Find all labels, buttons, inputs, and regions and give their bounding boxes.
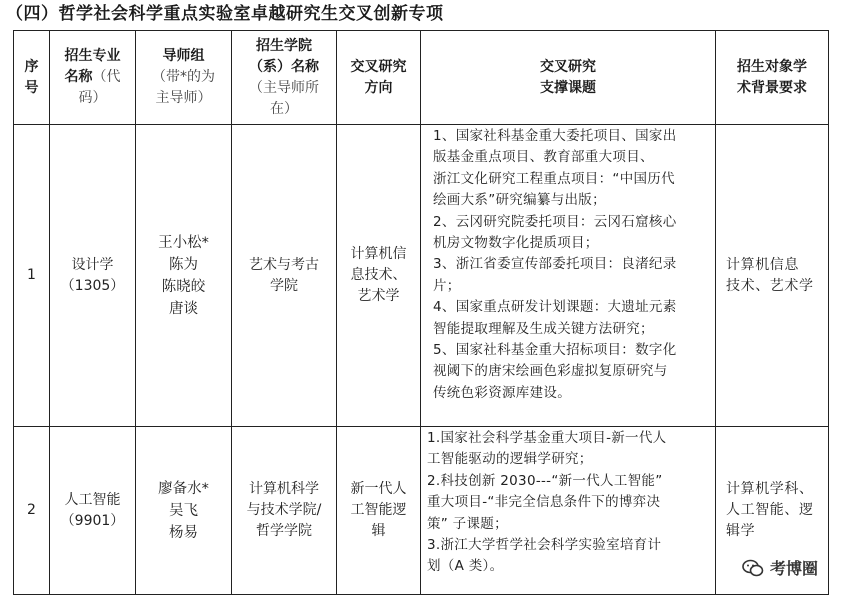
row-college: 计算机科学 与技术学院/ 哲学学院: [232, 427, 337, 595]
table-row: [14, 427, 829, 595]
header-row: [14, 31, 829, 125]
row-tutors: 廖备水* 吴飞 杨易: [136, 427, 232, 595]
row-college: 艺术与考古 学院: [232, 125, 337, 427]
wechat-icon: [742, 559, 764, 577]
page-title: （四）哲学社会科学重点实验室卓越研究生交叉创新专项: [6, 4, 444, 24]
watermark-text: 考博圈: [769, 559, 818, 578]
row-direction: 计算机信 息技术、 艺术学: [337, 125, 421, 427]
row-direction: 新一代人 工智能逻 辑: [337, 427, 421, 595]
header-seq: 序 号: [14, 31, 50, 125]
header-major: 招生专业 名称（代 码）: [50, 31, 136, 125]
row-background: 计算机学科、 人工智能、逻 辑学: [716, 427, 829, 595]
program-table: [13, 30, 829, 595]
table-row: [14, 125, 829, 427]
watermark: [742, 556, 818, 579]
row-major: 设计学 （1305）: [50, 125, 136, 427]
row-seq: 2: [14, 427, 50, 595]
header-projects: 交叉研究 支撑课题: [421, 31, 716, 125]
row-tutors: 王小松* 陈为 陈晓皎 唐谈: [136, 125, 232, 427]
header-background: 招生对象学 术背景要求: [716, 31, 829, 125]
row-seq: 1: [14, 125, 50, 427]
header-direction: 交叉研究 方向: [337, 31, 421, 125]
row-projects: 1.国家社会科学基金重大项目-新一代人 工智能驱动的逻辑学研究； 2.科技创新 2030---“新一代人工智能” 重大项目-“非完全信息条件下的博弈决 策” 子课题； 3.浙江大学哲学社会科学实验室培育计 划（A 类）。: [421, 427, 716, 595]
row-major: 人工智能 （9901）: [50, 427, 136, 595]
row-background: 计算机信息 技术、艺术学: [716, 125, 829, 427]
header-tutor: 导师组 （带*的为 主导师）: [136, 31, 232, 125]
row-projects: 1、国家社科基金重大委托项目、国家出 版基金重点项目、教育部重大项目、 浙江文化研究工程重点项目：“中国历代 绘画大系”研究编纂与出版； 2、云冈研究院委托项目：云冈石窟核心 机房文物数字化提质项目； 3、浙江省委宣传部委托项目：良渚纪录 片； 4、国家重点研发计划课题：大遗址元素 智能提取理解及生成关键方法研究； 5、国家社科基金重大招标项目：数字化 视阈下的唐宋绘画色彩虚拟复原研究与 传统色彩资源库建设。: [421, 125, 716, 427]
header-college: 招生学院 （系）名称 （主导师所 在）: [232, 31, 337, 125]
